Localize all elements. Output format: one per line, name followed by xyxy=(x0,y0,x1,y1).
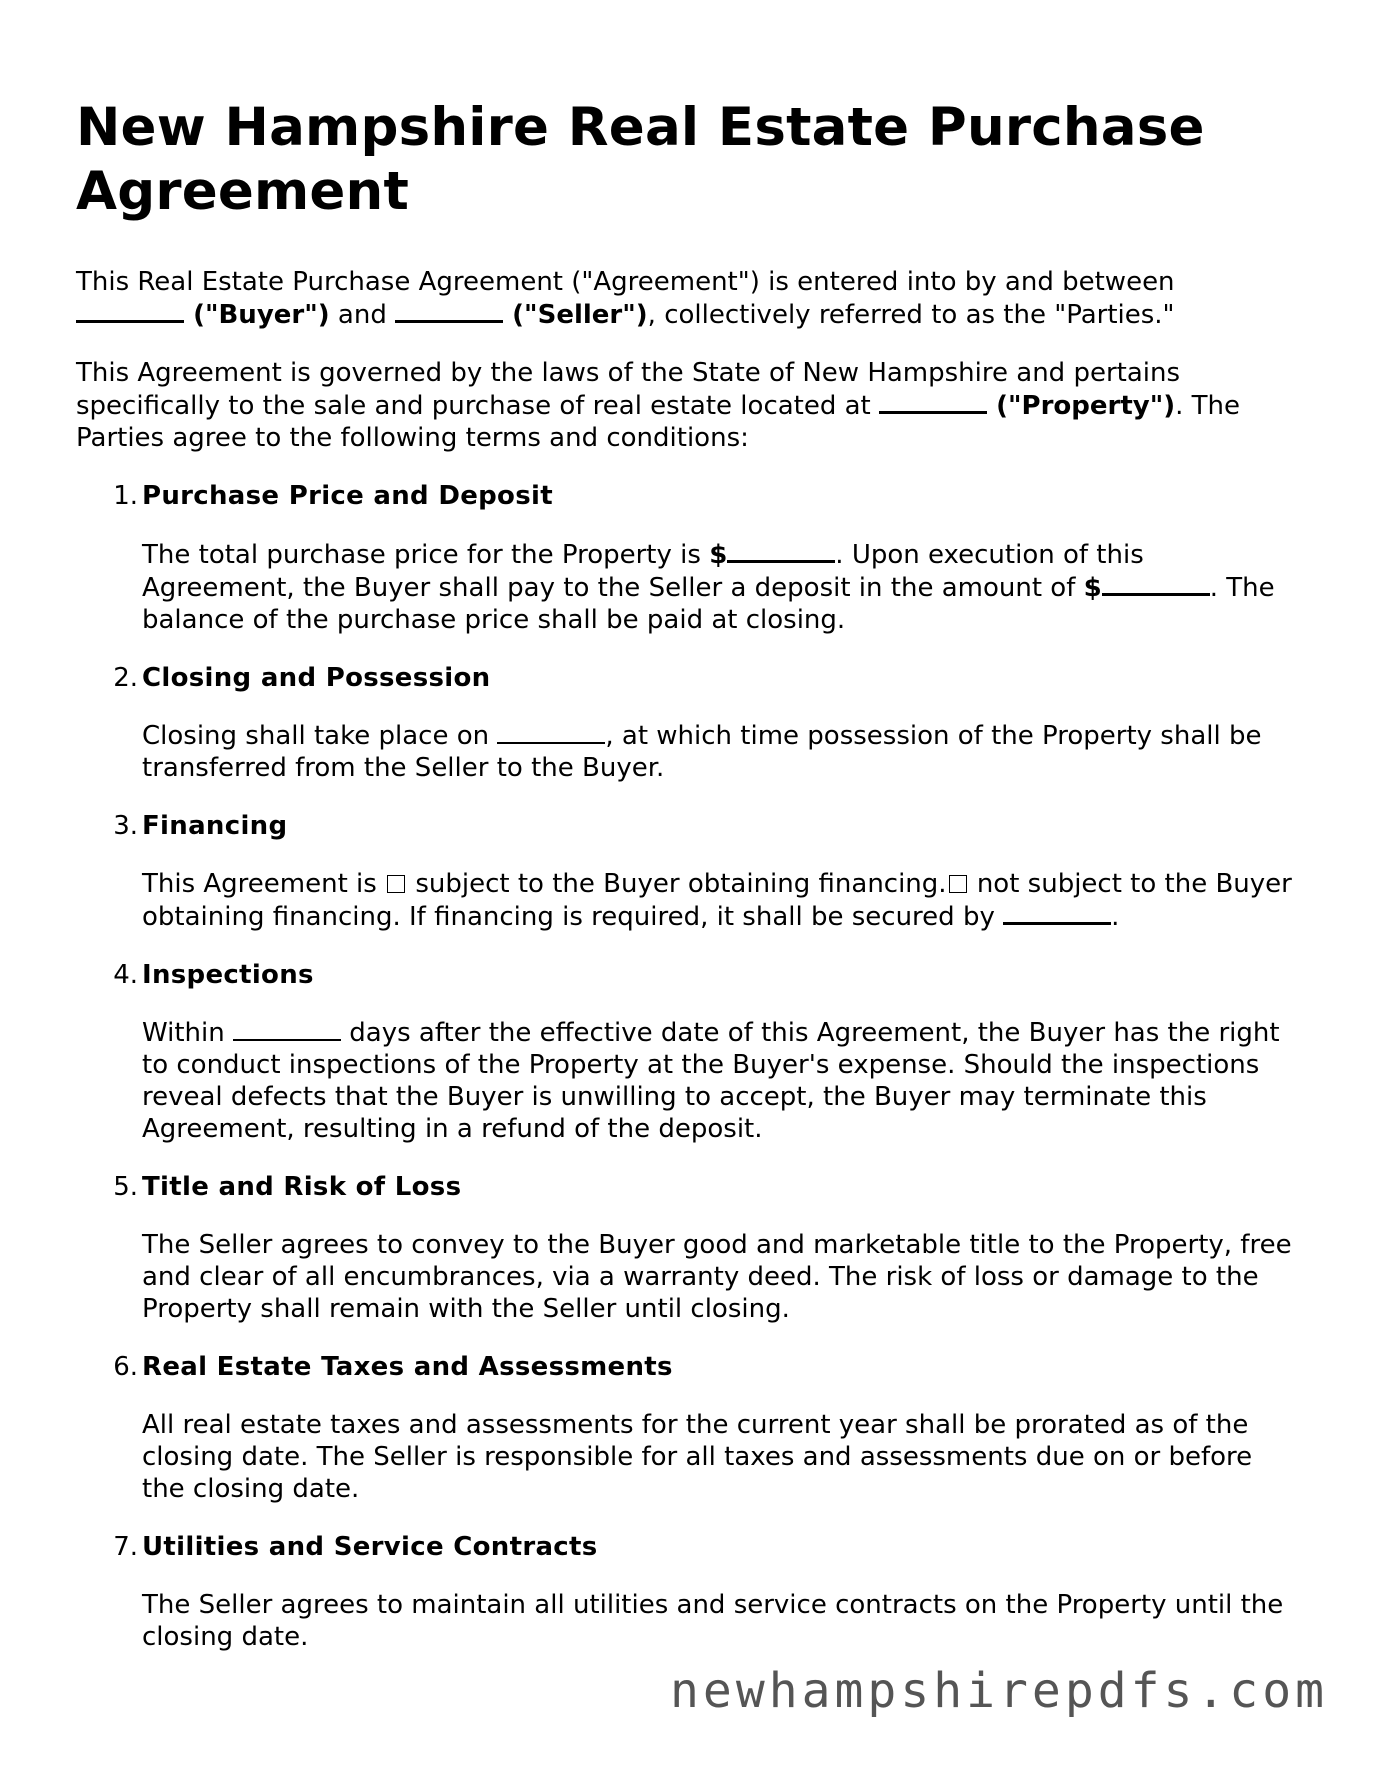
section-text: This Agreement is xyxy=(142,869,377,899)
section-number: 4. xyxy=(113,960,138,990)
section-heading: Utilities and Service Contracts xyxy=(142,1532,598,1562)
document-page xyxy=(76,96,1298,1679)
seller-name-blank[interactable] xyxy=(395,298,503,323)
section-heading: Purchase Price and Deposit xyxy=(142,481,553,511)
intro-paragraph-governing xyxy=(76,357,1298,454)
section-text: days after the effective date of this Agreement, the Buyer has the right to conduct inspections of the Property at the Buyer's expense. Should the inspections reveal defects that the Buyer is unwilling to accept, the Buyer may terminate this Agreement, resulting in a refund of the deposit. xyxy=(142,1018,1280,1144)
closing-date-blank[interactable] xyxy=(497,720,605,744)
financing-option-not-subject: not subject to the Buyer obtaining financing. If financing is required, it shall be secured by xyxy=(142,869,1292,932)
section-text: , at which time possession of the Property shall be transferred from the Seller to the Buyer. xyxy=(142,721,1262,783)
section-text: The total purchase price for the Property is xyxy=(142,540,701,570)
section-heading: Inspections xyxy=(142,960,314,990)
inspection-days-blank[interactable] xyxy=(233,1017,341,1041)
deposit-amount-blank[interactable] xyxy=(1102,571,1210,596)
seller-label: ("Seller") xyxy=(512,300,648,330)
section-number: 5. xyxy=(113,1172,138,1202)
financing-source-blank[interactable] xyxy=(1003,900,1111,925)
section-taxes xyxy=(113,1351,1298,1505)
section-heading: Financing xyxy=(142,811,288,841)
section-number: 6. xyxy=(113,1352,138,1382)
section-number: 2. xyxy=(113,663,138,693)
section-text: Closing shall take place on xyxy=(142,721,490,751)
section-body: The Seller agrees to maintain all utilities and service contracts on the Property until the closing date. xyxy=(142,1590,1284,1652)
section-body xyxy=(142,720,1298,784)
section-heading: Real Estate Taxes and Assessments xyxy=(142,1352,673,1382)
intro-text-1: This Real Estate Purchase Agreement ("Agreement") is entered into by and between xyxy=(76,267,1175,297)
intro-paragraph-parties xyxy=(76,266,1298,331)
governing-text-1: This Agreement is governed by the laws of the State of New Hampshire and pertains specifically to the sale and purchase of real estate located at xyxy=(76,358,1181,421)
section-heading: Closing and Possession xyxy=(142,663,491,693)
section-body xyxy=(142,868,1298,933)
dollar-sign: $ xyxy=(1083,573,1102,603)
section-body xyxy=(142,1017,1298,1145)
section-number: 1. xyxy=(113,481,138,511)
buyer-name-blank[interactable] xyxy=(76,298,184,323)
section-utilities xyxy=(113,1531,1298,1653)
section-text: . Upon execution of this Agreement, the Buyer shall pay to the Seller a deposit in the amount of xyxy=(142,540,1144,603)
property-label: ("Property") xyxy=(996,391,1176,421)
dollar-sign: $ xyxy=(709,540,728,570)
section-body xyxy=(142,538,1298,636)
section-body: The Seller agrees to convey to the Buyer good and marketable title to the Property, free and clear of all encumbrances, via a warranty deed. The risk of loss or damage to the Property shall remain with the Seller until closing. xyxy=(142,1230,1292,1324)
purchase-price-blank[interactable] xyxy=(727,538,835,563)
section-title-risk xyxy=(113,1171,1298,1325)
site-watermark: newhampshirepdfs.com xyxy=(670,1663,1328,1719)
document-title: New Hampshire Real Estate Purchase Agreement xyxy=(76,97,1205,222)
section-inspections xyxy=(113,959,1298,1145)
section-heading: Title and Risk of Loss xyxy=(142,1172,462,1202)
section-closing xyxy=(113,662,1298,784)
section-number: 3. xyxy=(113,811,138,841)
section-text: . The balance of the purchase price shall be paid at closing. xyxy=(142,573,1275,635)
financing-option-subject: subject to the Buyer obtaining financing. xyxy=(415,869,947,899)
intro-text-and: and xyxy=(337,300,387,330)
section-body: All real estate taxes and assessments for the current year shall be prorated as of the closing date. The Seller is responsible for all taxes and assessments due on or before the closing date. xyxy=(142,1410,1253,1504)
section-number: 7. xyxy=(113,1532,138,1562)
intro-text-3: , collectively referred to as the "Parties." xyxy=(647,300,1175,330)
buyer-label: ("Buyer") xyxy=(193,300,330,330)
terms-list xyxy=(76,480,1298,1653)
property-address-blank[interactable] xyxy=(879,389,987,414)
financing-not-subject-checkbox[interactable] xyxy=(949,875,967,893)
section-text: Within xyxy=(142,1018,225,1048)
section-purchase-price xyxy=(113,480,1298,636)
section-text: . xyxy=(1111,902,1120,932)
governing-text-2: . The Parties agree to the following terms and conditions: xyxy=(76,391,1241,453)
section-financing xyxy=(113,810,1298,933)
financing-subject-checkbox[interactable] xyxy=(387,875,405,893)
